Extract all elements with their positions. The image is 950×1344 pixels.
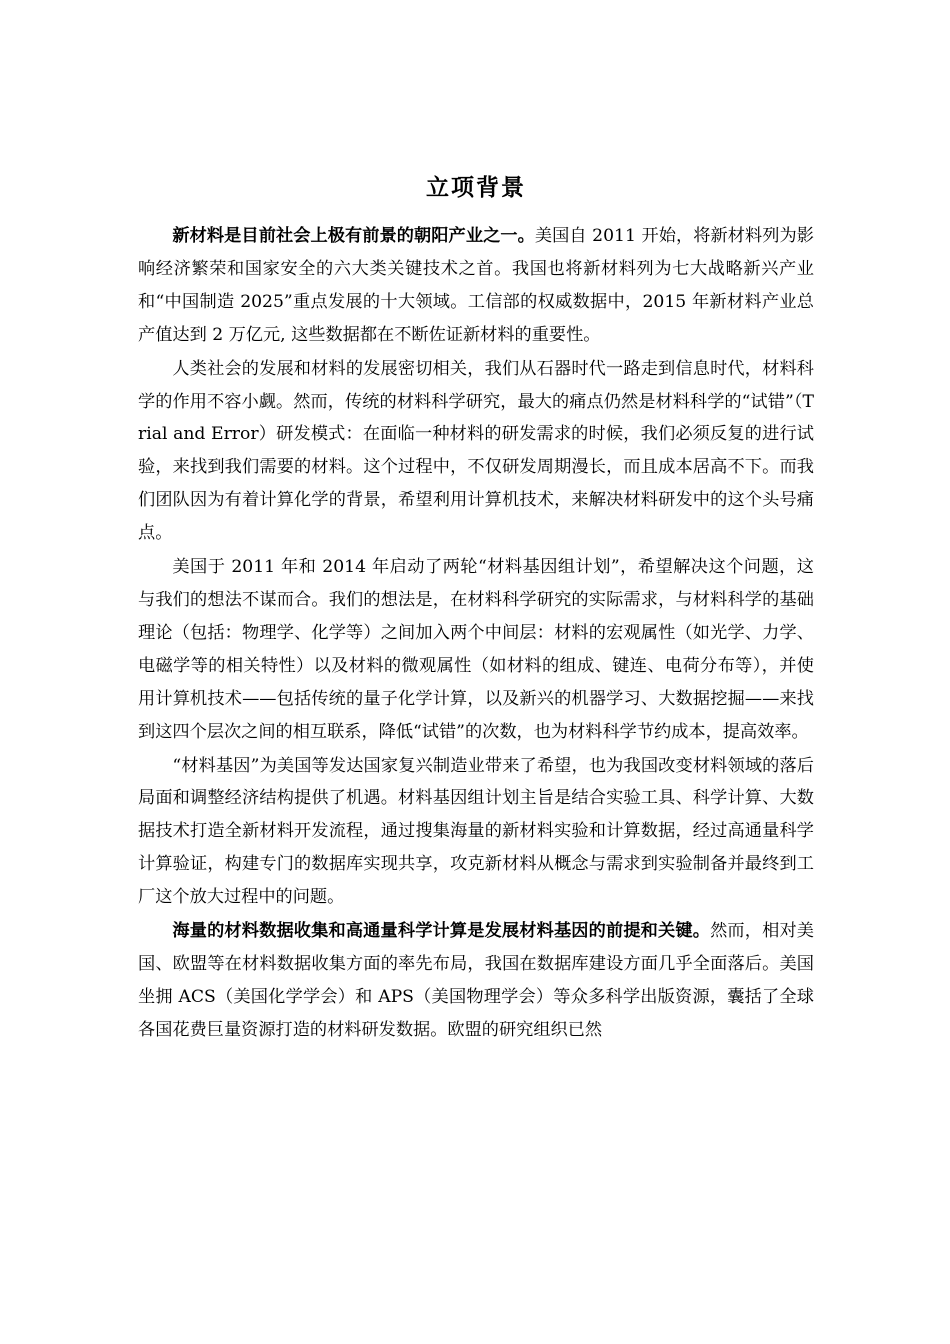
paragraph-2-text: 人类社会的发展和材料的发展密切相关，我们从石器时代一路走到信息时代，材料科学的作用不容小觑。然而，传统的材料科学研究，最大的痛点仍然是材料科学的“试错”（Trial and Error）研发模式：在面临一种材料的研发需求的时候，我们必须反复的进行试验，来找到我们需要的材料。这个过程中，不仅研发周期漫长，而且成本居高不下。而我们团队因为有着计算化学的背景，希望利用计算机技术，来解决材料研发中的这个头号痛点。 bbox=[138, 358, 814, 544]
paragraph-1 bbox=[138, 220, 814, 352]
paragraph-2 bbox=[138, 353, 814, 550]
paragraph-1-lead: 新材料是目前社会上极有前景的朝阳产业之一。 bbox=[172, 226, 535, 246]
paragraph-5 bbox=[138, 915, 814, 1047]
paragraph-1-text: 美国自 2011 开始，将新材料列为影响经济繁荣和国家安全的六大类关键技术之首。我国也将新材料列为七大战略新兴产业和“中国制造 2025”重点发展的十大领域。工信部的权威数据中，2015 年新材料产业总产值达到 2 万亿元, 这些数据都在不断佐证新材料的重要性。 bbox=[138, 226, 814, 345]
paragraph-4 bbox=[138, 750, 814, 915]
paragraph-5-lead: 海量的材料数据收集和高通量科学计算是发展材料基因的前提和关键。 bbox=[172, 921, 711, 942]
paragraph-3 bbox=[138, 551, 814, 748]
document-page bbox=[138, 168, 814, 1047]
page-title: 立项背景 bbox=[426, 175, 526, 201]
paragraph-4-text: “材料基因”为美国等发达国家复兴制造业带来了希望，也为我国改变材料领域的落后局面和调整经济结构提供了机遇。材料基因组计划主旨是结合实验工具、科学计算、大数据技术打造全新材料开发流程，通过搜集海量的新材料实验和计算数据，经过高通量科学计算验证，构建专门的数据库实现共享，攻克新材料从概念与需求到实验制备并最终到工厂这个放大过程中的问题。 bbox=[138, 755, 814, 908]
paragraph-5-text: 然而，相对美国、欧盟等在材料数据收集方面的率先布局，我国在数据库建设方面几乎全面落后。美国坐拥 ACS（美国化学学会）和 APS（美国物理学会）等众多科学出版资源，囊括了全球各国花费巨量资源打造的材料研发数据。欧盟的研究组织已然 bbox=[138, 921, 814, 1040]
paragraph-3-text: 美国于 2011 年和 2014 年启动了两轮“材料基因组计划”，希望解决这个问题，这与我们的想法不谋而合。我们的想法是，在材料科学研究的实际需求，与材料科学的基础理论（包括：物理学、化学等）之间加入两个中间层：材料的宏观属性（如光学、力学、电磁学等的相关特性）以及材料的微观属性（如材料的组成、键连、电荷分布等），并使用计算机技术——包括传统的量子化学计算，以及新兴的机器学习、大数据挖掘——来找到这四个层次之间的相互联系，降低“试错”的次数，也为材料科学节约成本，提高效率。 bbox=[138, 557, 814, 742]
